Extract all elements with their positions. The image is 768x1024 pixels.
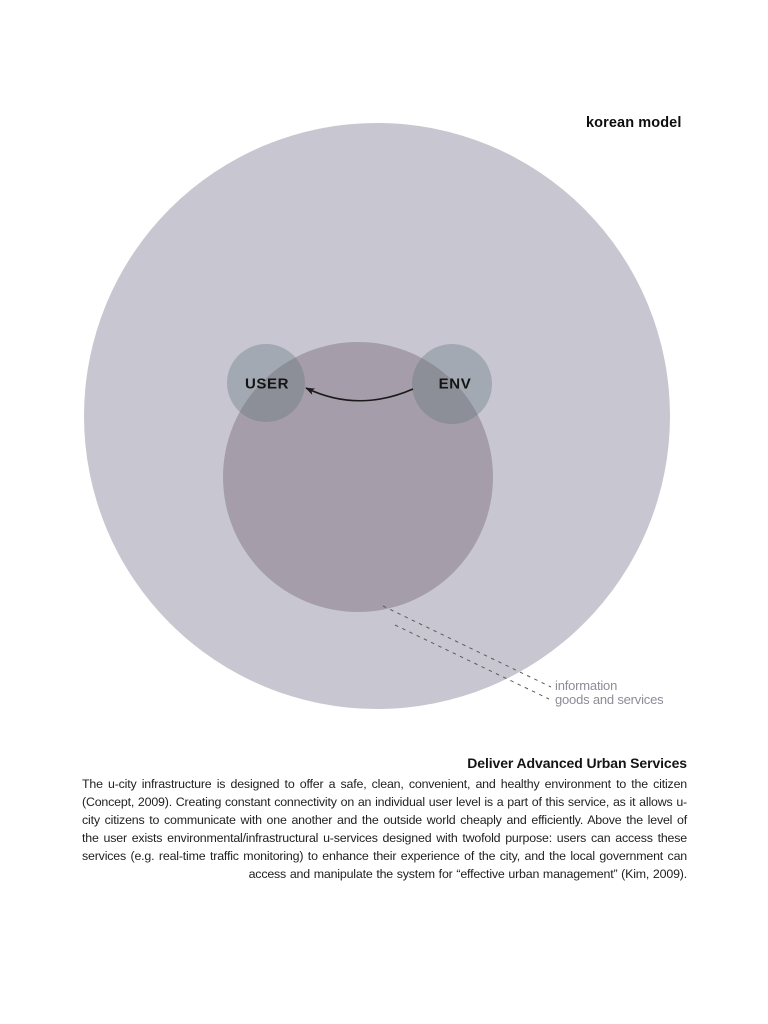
diagram-title: korean model: [586, 115, 682, 131]
user-node-label: USER: [244, 375, 290, 393]
env-node-label: ENV: [438, 375, 472, 393]
callout-line-information: information: [555, 678, 618, 693]
callout-line-goods-services: goods and services: [555, 691, 664, 707]
caption-heading: Deliver Advanced Urban Services: [467, 755, 687, 771]
caption-block: [82, 755, 687, 883]
callout-labels: [555, 679, 663, 706]
caption-body: The u-city infrastructure is designed to offer a safe, clean, convenient, and healthy environment to the citizen (Concept, 2009). Creating constant connectivity on an individual user level is a part of this service, as it allows u-city citizens to communicate with one another and the outside world cheaply and efficiently. Above the level of the user exists environmental/infrastructural u-services designed with twofold purpose: users can access these services (e.g. real-time traffic monitoring) to enhance their experience of the city, and the local government can access and manipulate the system for “effective urban management” (Kim, 2009).: [82, 777, 687, 881]
